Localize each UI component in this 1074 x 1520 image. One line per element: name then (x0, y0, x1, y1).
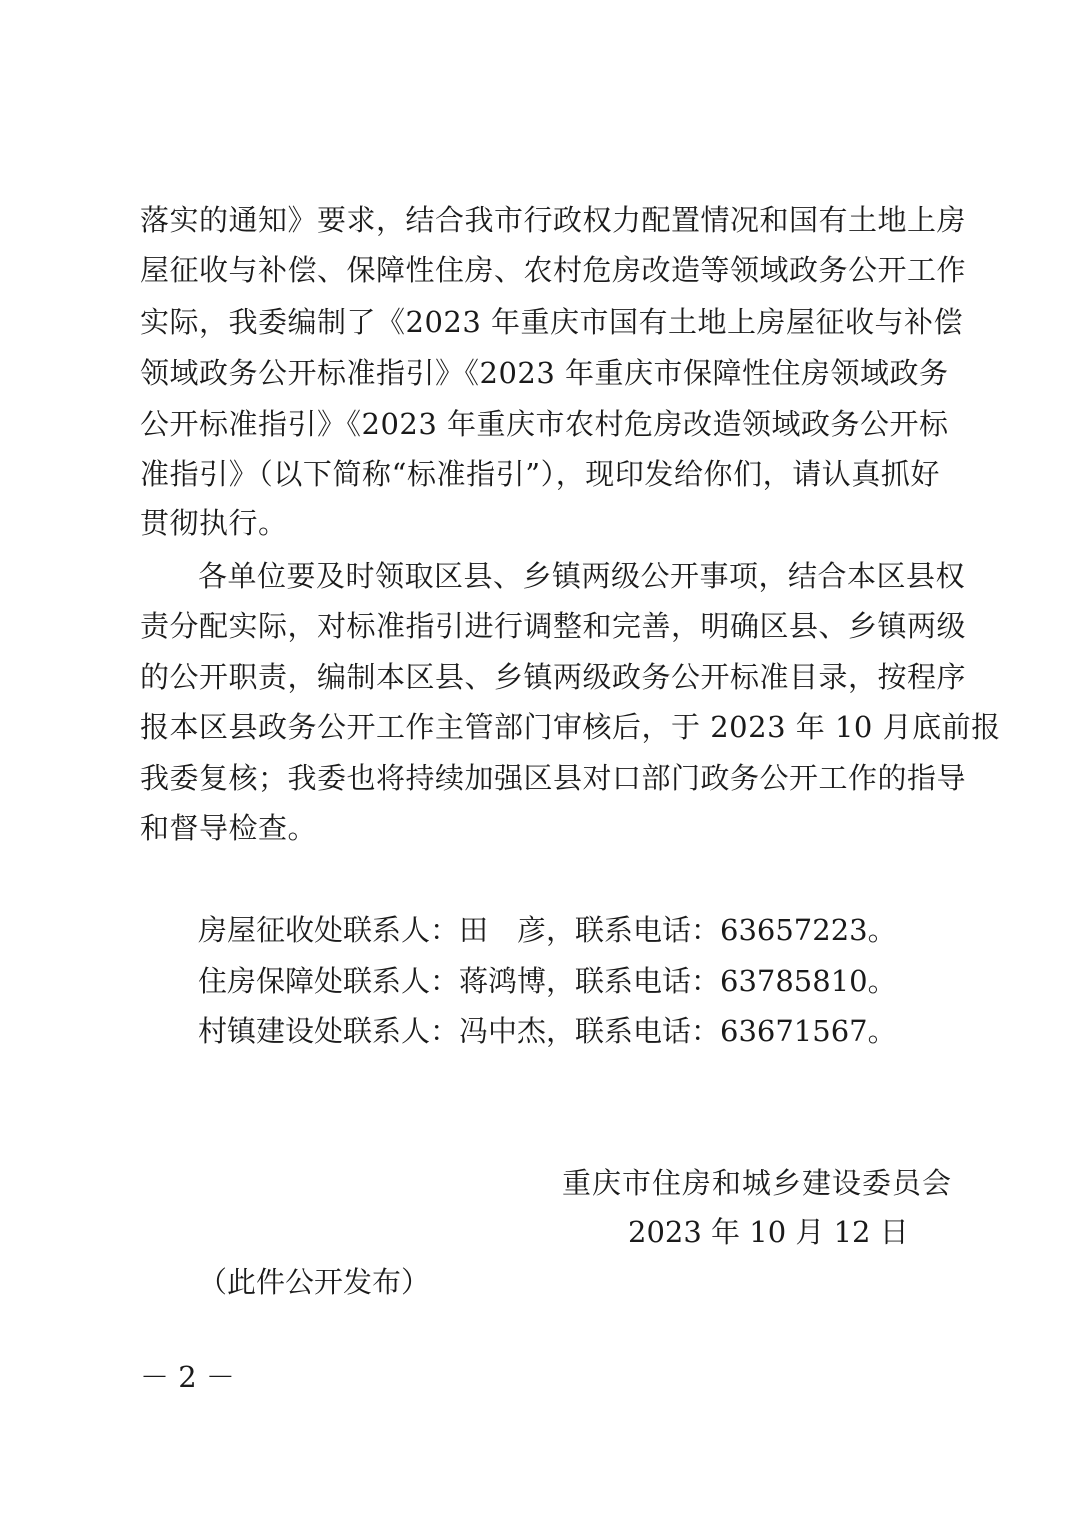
paragraph-line: 的公开职责，编制本区县、乡镇两级政务公开标准目录，按程序 (140, 660, 967, 694)
paragraph-line: 报本区县政务公开工作主管部门审核后，于 2023 年 10 月底前报 (140, 710, 1001, 744)
paragraph-line: 公开标准指引》《2023 年重庆市农村危房改造领域政务公开标 (140, 407, 949, 441)
paragraph-line: 领域政务公开标准指引》《2023 年重庆市保障性住房领域政务 (140, 356, 949, 390)
paragraph-line: 准指引》（以下简称“标准指引”），现印发给你们，请认真抓好 (140, 457, 940, 491)
paragraph-line: 和督导检查。 (140, 811, 318, 845)
paragraph-line: 贯彻执行。 (140, 506, 288, 540)
page-number: － 2 － (140, 1360, 235, 1394)
publish-note: （此件公开发布） (198, 1265, 431, 1299)
paragraph-line: 屋征收与补偿、保障性住房、农村危房改造等领域政务公开工作 (140, 253, 967, 287)
paragraph-line: 落实的通知》要求，结合我市行政权力配置情况和国有土地上房 (140, 203, 967, 237)
signature-organization: 重庆市住房和城乡建设委员会 (562, 1166, 953, 1200)
paragraph-line: 实际，我委编制了《2023 年重庆市国有土地上房屋征收与补偿 (140, 305, 964, 339)
paragraph-line: 责分配实际，对标准指引进行调整和完善，明确区县、乡镇两级 (140, 609, 967, 643)
signature-date: 2023 年 10 月 12 日 (628, 1215, 909, 1249)
contact-line: 村镇建设处联系人：冯中杰，联系电话：63671567。 (198, 1014, 897, 1048)
contact-line: 住房保障处联系人：蒋鸿博，联系电话：63785810。 (198, 964, 897, 998)
paragraph-line: 我委复核；我委也将持续加强区县对口部门政务公开工作的指导 (140, 761, 967, 795)
paragraph-line: 各单位要及时领取区县、乡镇两级公开事项，结合本区县权 (198, 559, 966, 593)
contact-line: 房屋征收处联系人：田 彦，联系电话：63657223。 (198, 913, 897, 947)
